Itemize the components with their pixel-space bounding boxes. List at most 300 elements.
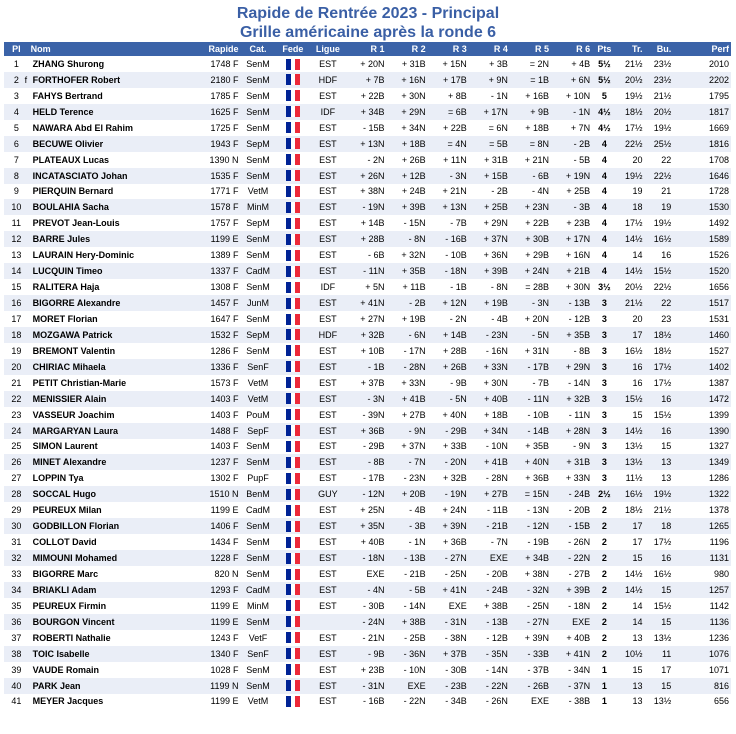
round-4-cell: - 1N: [469, 88, 510, 104]
table-row: [4, 120, 731, 136]
france-flag-icon: [286, 409, 300, 420]
round-5-cell: + 29B: [510, 247, 551, 263]
round-5-cell: - 10B: [510, 407, 551, 423]
tiebreak-tr-cell: 11½: [617, 470, 645, 486]
performance-cell: 1492: [673, 215, 731, 231]
performance-cell: 1399: [673, 407, 731, 423]
league-cell: HDF: [310, 327, 345, 343]
points-cell: 4: [592, 152, 617, 168]
tiebreak-bu-cell: 13½: [645, 694, 674, 710]
name-cell: [29, 327, 194, 343]
france-flag-icon: [286, 106, 300, 117]
title-prefix: f: [24, 74, 28, 85]
tiebreak-tr-cell: 17½: [617, 215, 645, 231]
round-2-cell: - 4B: [386, 502, 427, 518]
tiebreak-bu-cell: 23½: [645, 72, 674, 88]
round-4-cell: + 29N: [469, 215, 510, 231]
points-cell: 1: [592, 694, 617, 710]
points-cell: 2: [592, 550, 617, 566]
performance-cell: 1817: [673, 104, 731, 120]
round-2-cell: - 21B: [386, 566, 427, 582]
column-header-8: R 3: [428, 42, 469, 56]
category-cell: SenM: [240, 614, 275, 630]
rating-cell: 1943 F: [193, 136, 240, 152]
round-1-cell: - 19N: [345, 199, 386, 215]
table-row: [4, 630, 731, 646]
round-2-cell: - 28N: [386, 359, 427, 375]
tiebreak-bu-cell: 22½: [645, 279, 674, 295]
round-4-cell: + 31B: [469, 152, 510, 168]
column-header-1: Nom: [29, 42, 194, 56]
round-3-cell: - 16B: [428, 231, 469, 247]
france-flag-icon: [286, 234, 300, 245]
rating-cell: 2180 F: [193, 72, 240, 88]
federation-cell: [275, 199, 310, 215]
name-cell: [29, 518, 194, 534]
round-2-cell: + 19B: [386, 311, 427, 327]
round-6-cell: + 6N: [551, 72, 592, 88]
player-name: COLLOT David: [32, 537, 97, 548]
france-flag-icon: [286, 377, 300, 388]
column-header-2: Rapide: [193, 42, 240, 56]
table-row: [4, 215, 731, 231]
league-cell: EST: [310, 470, 345, 486]
france-flag-icon: [286, 266, 300, 277]
round-4-cell: EXE: [469, 550, 510, 566]
round-6-cell: - 26N: [551, 534, 592, 550]
player-name: PETIT Christian-Marie: [32, 377, 127, 388]
round-6-cell: + 23B: [551, 215, 592, 231]
league-cell: EST: [310, 199, 345, 215]
round-1-cell: - 16B: [345, 694, 386, 710]
league-cell: EST: [310, 231, 345, 247]
federation-cell: [275, 423, 310, 439]
player-name: MORET Florian: [32, 313, 98, 324]
rating-cell: 1199 E: [193, 598, 240, 614]
place-cell: 34: [4, 582, 29, 598]
france-flag-icon: [286, 154, 300, 165]
page-subtitle: Grille américaine après la ronde 6: [239, 24, 497, 41]
player-name: PREVOT Jean-Louis: [32, 218, 120, 229]
performance-cell: 1131: [673, 550, 731, 566]
table-row: [4, 550, 731, 566]
name-cell: [29, 136, 194, 152]
round-3-cell: + 21N: [428, 184, 469, 200]
round-5-cell: - 26B: [510, 678, 551, 694]
federation-cell: [275, 247, 310, 263]
category-cell: CadM: [240, 502, 275, 518]
round-5-cell: + 20N: [510, 311, 551, 327]
category-cell: SenM: [240, 662, 275, 678]
tiebreak-tr-cell: 13½: [617, 454, 645, 470]
place-cell: 1: [4, 56, 29, 72]
league-cell: EST: [310, 391, 345, 407]
round-1-cell: - 4N: [345, 582, 386, 598]
category-cell: SenM: [240, 311, 275, 327]
round-4-cell: + 3B: [469, 56, 510, 72]
place-cell: 22: [4, 391, 29, 407]
federation-cell: [275, 120, 310, 136]
table-row: [4, 694, 731, 710]
points-cell: 4: [592, 263, 617, 279]
round-6-cell: + 33N: [551, 470, 592, 486]
place-cell: 27: [4, 470, 29, 486]
rating-cell: 1340 F: [193, 646, 240, 662]
points-cell: 3: [592, 470, 617, 486]
round-3-cell: = 4N: [428, 136, 469, 152]
round-6-cell: + 25B: [551, 184, 592, 200]
france-flag-icon: [286, 345, 300, 356]
points-cell: 4: [592, 215, 617, 231]
player-name: GODBILLON Florian: [32, 521, 120, 532]
round-6-cell: + 29N: [551, 359, 592, 375]
round-1-cell: + 20N: [345, 56, 386, 72]
round-4-cell: + 40B: [469, 391, 510, 407]
category-cell: CadM: [240, 263, 275, 279]
points-cell: 1: [592, 662, 617, 678]
table-row: [4, 295, 731, 311]
tiebreak-bu-cell: 18: [645, 518, 674, 534]
player-name: SIMON Laurent: [32, 441, 98, 452]
tiebreak-tr-cell: 14½: [617, 263, 645, 279]
round-4-cell: + 30N: [469, 375, 510, 391]
federation-cell: [275, 598, 310, 614]
round-2-cell: + 29N: [386, 104, 427, 120]
tiebreak-bu-cell: 16: [645, 423, 674, 439]
points-cell: 2: [592, 518, 617, 534]
round-6-cell: - 15B: [551, 518, 592, 534]
round-5-cell: - 13N: [510, 502, 551, 518]
tiebreak-bu-cell: 15½: [645, 407, 674, 423]
player-name: PEUREUX Milan: [32, 505, 102, 516]
round-3-cell: - 23B: [428, 678, 469, 694]
round-5-cell: + 22B: [510, 215, 551, 231]
round-1-cell: + 25N: [345, 502, 386, 518]
name-cell: [29, 168, 194, 184]
round-1-cell: + 37B: [345, 375, 386, 391]
rating-cell: 1028 F: [193, 662, 240, 678]
round-4-cell: - 13B: [469, 614, 510, 630]
round-2-cell: + 38B: [386, 614, 427, 630]
france-flag-icon: [286, 314, 300, 325]
place-cell: 28: [4, 486, 29, 502]
category-cell: SepF: [240, 423, 275, 439]
category-cell: SenM: [240, 72, 275, 88]
tiebreak-bu-cell: 23: [645, 311, 674, 327]
name-cell: [29, 231, 194, 247]
table-row: [4, 184, 731, 200]
round-2-cell: + 32N: [386, 247, 427, 263]
performance-cell: 1517: [673, 295, 731, 311]
category-cell: SenM: [240, 534, 275, 550]
round-4-cell: - 8N: [469, 279, 510, 295]
round-4-cell: - 4B: [469, 311, 510, 327]
player-name: SOCCAL Hugo: [32, 489, 97, 500]
round-5-cell: + 34B: [510, 550, 551, 566]
tiebreak-tr-cell: 15: [617, 662, 645, 678]
rating-cell: 1457 F: [193, 295, 240, 311]
player-name: MARGARYAN Laura: [32, 425, 119, 436]
round-6-cell: + 31B: [551, 454, 592, 470]
tiebreak-bu-cell: 16: [645, 391, 674, 407]
points-cell: 4: [592, 199, 617, 215]
player-name: LOPPIN Tya: [32, 473, 84, 484]
round-3-cell: + 36B: [428, 534, 469, 550]
category-cell: SenM: [240, 439, 275, 455]
round-3-cell: - 2N: [428, 311, 469, 327]
table-row: [4, 582, 731, 598]
france-flag-icon: [286, 473, 300, 484]
round-2-cell: + 41B: [386, 391, 427, 407]
league-cell: EST: [310, 534, 345, 550]
tiebreak-tr-cell: 14½: [617, 582, 645, 598]
tiebreak-tr-cell: 18½: [617, 502, 645, 518]
tiebreak-tr-cell: 20: [617, 311, 645, 327]
place-cell: 19: [4, 343, 29, 359]
name-cell: [29, 439, 194, 455]
france-flag-icon: [286, 122, 300, 133]
round-5-cell: - 7B: [510, 375, 551, 391]
round-2-cell: - 7N: [386, 454, 427, 470]
round-3-cell: + 37B: [428, 646, 469, 662]
player-name: VAUDE Romain: [32, 664, 100, 675]
federation-cell: [275, 391, 310, 407]
france-flag-icon: [286, 537, 300, 548]
place-cell: 7: [4, 152, 29, 168]
performance-cell: 980: [673, 566, 731, 582]
round-2-cell: + 16N: [386, 72, 427, 88]
round-2-cell: - 23N: [386, 470, 427, 486]
round-4-cell: - 23N: [469, 327, 510, 343]
player-name: PARK Jean: [32, 680, 81, 691]
player-name: CHIRIAC Mihaela: [32, 361, 106, 372]
name-cell: [29, 104, 194, 120]
table-row: [4, 247, 731, 263]
tiebreak-tr-cell: 17: [617, 534, 645, 550]
category-cell: VetM: [240, 694, 275, 710]
federation-cell: [275, 502, 310, 518]
place-cell: 24: [4, 423, 29, 439]
performance-cell: 1520: [673, 263, 731, 279]
points-cell: 3: [592, 359, 617, 375]
tiebreak-bu-cell: 19: [645, 199, 674, 215]
federation-cell: [275, 343, 310, 359]
category-cell: SenM: [240, 454, 275, 470]
tiebreak-tr-cell: 19½: [617, 168, 645, 184]
round-4-cell: + 37N: [469, 231, 510, 247]
category-cell: SenM: [240, 231, 275, 247]
round-5-cell: EXE: [510, 694, 551, 710]
round-6-cell: + 10N: [551, 88, 592, 104]
tiebreak-bu-cell: 13½: [645, 630, 674, 646]
round-5-cell: + 31N: [510, 343, 551, 359]
name-cell: [29, 662, 194, 678]
round-1-cell: - 39N: [345, 407, 386, 423]
round-1-cell: - 21N: [345, 630, 386, 646]
points-cell: 1: [592, 678, 617, 694]
place-cell: 30: [4, 518, 29, 534]
player-name: MENISSIER Alain: [32, 393, 107, 404]
place-cell: 8: [4, 168, 29, 184]
player-name: PLATEAUX Lucas: [32, 154, 110, 165]
column-header-3: Cat.: [240, 42, 275, 56]
tiebreak-bu-cell: 22: [645, 152, 674, 168]
round-6-cell: - 27B: [551, 566, 592, 582]
round-6-cell: + 17N: [551, 231, 592, 247]
table-row: [4, 359, 731, 375]
round-3-cell: = 6B: [428, 104, 469, 120]
tiebreak-tr-cell: 14½: [617, 231, 645, 247]
player-name: BARRE Jules: [32, 234, 91, 245]
round-6-cell: - 20B: [551, 502, 592, 518]
performance-cell: 1071: [673, 662, 731, 678]
column-header-11: R 6: [551, 42, 592, 56]
federation-cell: [275, 582, 310, 598]
round-4-cell: - 20B: [469, 566, 510, 582]
round-2-cell: + 12B: [386, 168, 427, 184]
points-cell: 2: [592, 630, 617, 646]
round-3-cell: - 10B: [428, 247, 469, 263]
league-cell: EST: [310, 662, 345, 678]
round-5-cell: - 5N: [510, 327, 551, 343]
points-cell: 2: [592, 582, 617, 598]
round-3-cell: - 18N: [428, 263, 469, 279]
name-cell: [29, 630, 194, 646]
category-cell: SenM: [240, 120, 275, 136]
player-name: MOZGAWA Patrick: [32, 329, 113, 340]
round-5-cell: + 36B: [510, 470, 551, 486]
points-cell: 4: [592, 231, 617, 247]
rating-cell: 1434 F: [193, 534, 240, 550]
table-row: [4, 534, 731, 550]
name-cell: [29, 598, 194, 614]
performance-cell: 1728: [673, 184, 731, 200]
round-3-cell: - 9B: [428, 375, 469, 391]
league-cell: EST: [310, 215, 345, 231]
round-5-cell: - 33B: [510, 646, 551, 662]
tiebreak-bu-cell: 21½: [645, 502, 674, 518]
performance-cell: 1402: [673, 359, 731, 375]
tiebreak-bu-cell: 18½: [645, 343, 674, 359]
performance-cell: 1472: [673, 391, 731, 407]
table-row: [4, 136, 731, 152]
tiebreak-tr-cell: 14: [617, 598, 645, 614]
round-5-cell: + 9B: [510, 104, 551, 120]
table-row: [4, 56, 731, 72]
points-cell: 2: [592, 646, 617, 662]
round-6-cell: - 5B: [551, 152, 592, 168]
federation-cell: [275, 694, 310, 710]
category-cell: SenM: [240, 678, 275, 694]
federation-cell: [275, 56, 310, 72]
place-cell: 17: [4, 311, 29, 327]
name-cell: [29, 56, 194, 72]
round-3-cell: EXE: [428, 598, 469, 614]
round-1-cell: + 26N: [345, 168, 386, 184]
performance-cell: 1460: [673, 327, 731, 343]
place-cell: 33: [4, 566, 29, 582]
performance-cell: 816: [673, 678, 731, 694]
round-1-cell: - 29B: [345, 439, 386, 455]
france-flag-icon: [286, 505, 300, 516]
tiebreak-bu-cell: 15: [645, 439, 674, 455]
column-header-12: Pts: [592, 42, 617, 56]
name-cell: [29, 375, 194, 391]
round-3-cell: - 31N: [428, 614, 469, 630]
round-4-cell: + 18B: [469, 407, 510, 423]
place-cell: 31: [4, 534, 29, 550]
round-5-cell: = 8N: [510, 136, 551, 152]
round-3-cell: + 41N: [428, 582, 469, 598]
round-6-cell: + 4B: [551, 56, 592, 72]
league-cell: EST: [310, 502, 345, 518]
round-5-cell: + 16B: [510, 88, 551, 104]
category-cell: SepM: [240, 327, 275, 343]
table-row: [4, 598, 731, 614]
france-flag-icon: [286, 457, 300, 468]
name-cell: [29, 582, 194, 598]
column-header-14: Bu.: [645, 42, 674, 56]
france-flag-icon: [286, 680, 300, 691]
rating-cell: 1403 F: [193, 391, 240, 407]
performance-cell: 1378: [673, 502, 731, 518]
round-5-cell: + 24N: [510, 263, 551, 279]
rating-cell: 1286 F: [193, 343, 240, 359]
round-2-cell: + 20B: [386, 486, 427, 502]
category-cell: VetM: [240, 375, 275, 391]
points-cell: 5½: [592, 56, 617, 72]
round-5-cell: - 11N: [510, 391, 551, 407]
federation-cell: [275, 518, 310, 534]
tiebreak-bu-cell: 22: [645, 295, 674, 311]
round-1-cell: - 9B: [345, 646, 386, 662]
tiebreak-bu-cell: 16½: [645, 231, 674, 247]
round-6-cell: - 14N: [551, 375, 592, 391]
category-cell: VetF: [240, 630, 275, 646]
performance-cell: 1265: [673, 518, 731, 534]
federation-cell: [275, 152, 310, 168]
round-1-cell: + 27N: [345, 311, 386, 327]
round-2-cell: + 24B: [386, 184, 427, 200]
federation-cell: [275, 678, 310, 694]
round-5-cell: + 38N: [510, 566, 551, 582]
round-6-cell: + 35B: [551, 327, 592, 343]
round-4-cell: + 41B: [469, 454, 510, 470]
player-name: PEUREUX Firmin: [32, 600, 107, 611]
federation-cell: [275, 215, 310, 231]
name-cell: [29, 279, 194, 295]
table-row: [4, 391, 731, 407]
performance-cell: 1669: [673, 120, 731, 136]
tiebreak-bu-cell: 13: [645, 454, 674, 470]
france-flag-icon: [286, 553, 300, 564]
rating-cell: 1647 F: [193, 311, 240, 327]
rating-cell: 1748 F: [193, 56, 240, 72]
france-flag-icon: [286, 361, 300, 372]
column-header-10: R 5: [510, 42, 551, 56]
tiebreak-bu-cell: 25½: [645, 136, 674, 152]
player-name: BREMONT Valentin: [32, 345, 116, 356]
round-5-cell: - 6B: [510, 168, 551, 184]
federation-cell: [275, 550, 310, 566]
tiebreak-bu-cell: 19½: [645, 486, 674, 502]
round-5-cell: - 37B: [510, 662, 551, 678]
points-cell: 2: [592, 534, 617, 550]
player-name: INCATASCIATO Johan: [32, 170, 128, 181]
round-3-cell: + 14B: [428, 327, 469, 343]
table-row: [4, 486, 731, 502]
place-cell: 32: [4, 550, 29, 566]
